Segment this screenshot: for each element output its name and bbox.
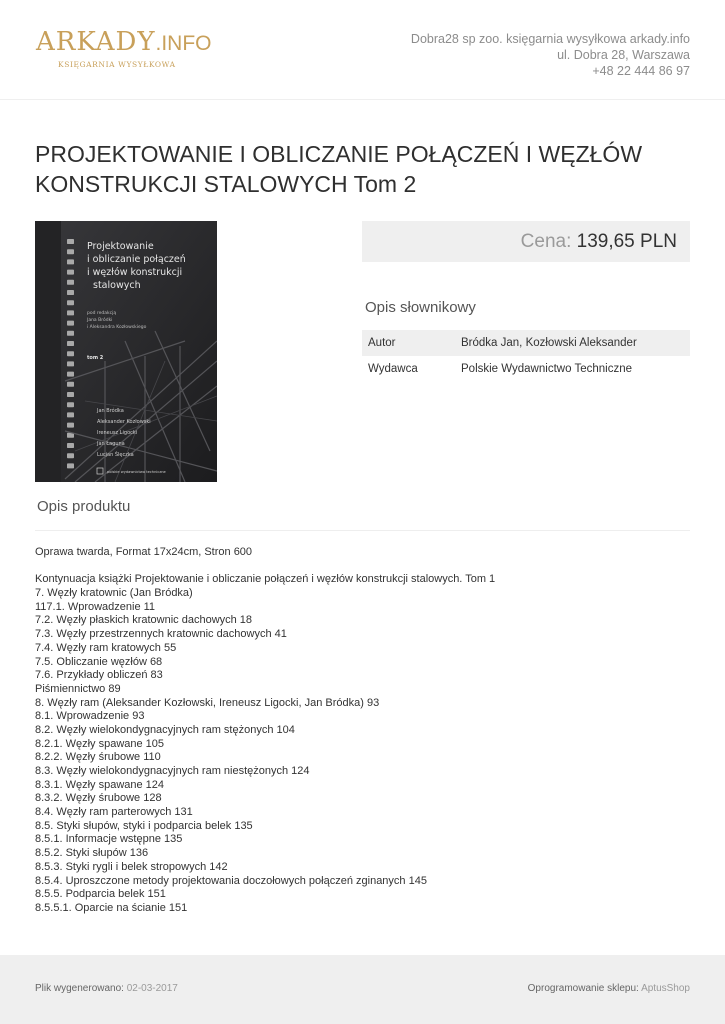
cover-editor-2: i Aleksandra Kozłowskiego xyxy=(87,325,147,330)
logo-domain-suffix: .INFO xyxy=(155,32,212,55)
attribute-key-publisher: Wydawca xyxy=(368,363,418,375)
description-line: 8.3. Węzły wielokondygnacyjnych ram niestężonych 124 xyxy=(35,765,310,777)
film-strip-hole xyxy=(67,372,74,377)
description-line: 8.5.4. Uproszczone metody projektowania doczołowych połączeń zginanych 145 xyxy=(35,874,427,887)
attributes-table xyxy=(362,330,690,382)
film-strip-hole xyxy=(67,463,74,468)
section-divider xyxy=(35,530,690,531)
description-line: 8.5.5. Podparcia belek 151 xyxy=(35,888,166,901)
film-strip-hole xyxy=(67,300,74,305)
contact-company: Dobra28 sp zoo. księgarnia wysyłkowa arkady.info xyxy=(410,32,690,46)
software-link[interactable]: AptusShop xyxy=(641,983,690,994)
description-heading: Opis produktu xyxy=(37,498,131,515)
film-strip-hole xyxy=(67,290,74,295)
film-strip-hole xyxy=(67,331,74,336)
description-line: 7.3. Węzły przestrzennych kratownic dachowych 41 xyxy=(35,628,287,641)
contact-address: ul. Dobra 28, Warszawa xyxy=(557,48,690,62)
description-line: 8.5. Styki słupów, styki i podparcia belek 135 xyxy=(35,819,253,832)
logo-tagline: KSIĘGARNIA WYSYŁKOWA xyxy=(58,60,176,69)
description-line: 8.3.1. Węzły spawane 124 xyxy=(35,778,165,791)
table-row xyxy=(362,330,690,356)
cover-editors-intro: pod redakcją xyxy=(87,311,117,316)
film-strip-hole xyxy=(67,270,74,275)
generated-date: 02-03-2017 xyxy=(126,983,178,994)
film-strip-hole xyxy=(67,392,74,397)
page-header xyxy=(0,0,725,100)
attribute-value-publisher: Polskie Wydawnictwo Techniczne xyxy=(461,363,632,375)
description-intro: Oprawa twarda, Format 17x24cm, Stron 600 xyxy=(35,546,253,558)
cover-title-line-2: i obliczanie połączeń xyxy=(87,254,186,265)
film-strip-hole xyxy=(67,280,74,285)
paragraph-spacer xyxy=(35,560,690,574)
description-body xyxy=(35,546,690,916)
description-line: 8.4. Węzły ram parterowych 131 xyxy=(35,806,193,819)
description-line: 8. Węzły ram (Aleksander Kozłowski, Ireneusz Ligocki, Jan Bródka) 93 xyxy=(35,696,380,709)
film-strip-hole xyxy=(67,341,74,346)
description-line: 7.4. Węzły ram kratowych 55 xyxy=(35,641,177,654)
film-strip-hole xyxy=(67,453,74,458)
cover-volume: tom 2 xyxy=(87,355,104,361)
cover-author-2: Aleksander Kozłowski xyxy=(97,419,151,425)
page-footer xyxy=(0,955,725,1024)
film-strip-hole xyxy=(67,239,74,244)
description-line: 8.5.5.1. Oparcie na ścianie 151 xyxy=(35,901,188,914)
film-strip-hole xyxy=(67,321,74,326)
description-line: 117.1. Wprowadzenie 11 xyxy=(35,600,156,613)
book-cover-art xyxy=(35,221,217,482)
film-strip-hole xyxy=(67,259,74,264)
software-credit xyxy=(528,983,690,994)
description-line: 8.5.1. Informacje wstępne 135 xyxy=(35,833,183,846)
store-contact xyxy=(411,31,690,79)
cover-author-3: Ireneusz Ligocki xyxy=(97,430,138,436)
price-value: 139,65 PLN xyxy=(576,231,677,252)
description-line: 8.3.2. Węzły śrubowe 128 xyxy=(35,792,162,805)
description-line: 7.6. Przykłady obliczeń 83 xyxy=(35,669,163,682)
software-label: Oprogramowanie sklepu: xyxy=(527,983,639,994)
generated-label: Plik wygenerowano: xyxy=(35,983,124,994)
cover-title-line-3: i węzłów konstrukcji xyxy=(87,267,183,278)
cover-author-5: Lucjan Ślęczka xyxy=(97,452,134,458)
product-title: PROJEKTOWANIE I OBLICZANIE POŁĄCZEŃ I WĘZŁÓW KONSTRUKCJI STALOWYCH Tom 2 xyxy=(35,141,643,197)
film-strip-hole xyxy=(67,310,74,315)
generated-info xyxy=(35,983,178,994)
cover-title-line-1: Projektowanie xyxy=(87,241,154,252)
film-strip-hole xyxy=(67,402,74,407)
film-strip-hole xyxy=(67,412,74,417)
description-line: 8.5.2. Styki słupów 136 xyxy=(35,847,149,860)
attribute-value-author: Bródka Jan, Kozłowski Aleksander xyxy=(461,330,690,356)
description-line: 8.5.3. Styki rygli i belek stropowych 142 xyxy=(35,860,228,873)
cover-author-1: Jan Bródka xyxy=(97,408,124,414)
description-line: 8.2. Węzły wielokondygnacyjnych ram stężonych 104 xyxy=(35,723,295,736)
price-label: Cena: xyxy=(520,231,572,252)
film-strip-hole xyxy=(67,443,74,448)
film-strip-hole xyxy=(67,382,74,387)
table-of-contents xyxy=(35,573,690,915)
table-row xyxy=(362,356,690,382)
description-line: Kontynuacja książki Projektowanie i obliczanie połączeń i węzłów konstrukcji stalowych. Tom 1 xyxy=(35,573,496,586)
cover-publisher: polskie wydawnictwo techniczne xyxy=(107,470,166,474)
cover-author-4: Jan Łaguna xyxy=(97,441,125,447)
contact-phone: +48 22 444 86 97 xyxy=(592,64,690,78)
cover-title-line-4: stalowych xyxy=(93,280,141,291)
store-logo[interactable] xyxy=(36,28,226,73)
attribute-key-author: Autor xyxy=(362,330,461,356)
description-line: 8.2.1. Węzły spawane 105 xyxy=(35,737,165,750)
film-strip-hole xyxy=(67,361,74,366)
film-strip-hole xyxy=(67,249,74,254)
description-line: 8.2.2. Węzły śrubowe 110 xyxy=(35,751,161,764)
dictionary-heading: Opis słownikowy xyxy=(365,299,476,316)
description-line: 7.5. Obliczanie węzłów 68 xyxy=(35,655,163,668)
price-panel xyxy=(362,221,690,262)
product-cover-image xyxy=(35,221,217,482)
film-strip-hole xyxy=(67,423,74,428)
cover-editor-1: Jana Bródki xyxy=(87,318,113,323)
film-strip-hole xyxy=(67,351,74,356)
description-line: Piśmiennictwo 89 xyxy=(35,682,121,695)
description-line: 7.2. Węzły płaskich kratownic dachowych 18 xyxy=(35,614,253,627)
logo-wordmark: ARKADY xyxy=(36,27,156,57)
description-line: 7. Węzły kratownic (Jan Bródka) xyxy=(35,587,193,600)
description-line: 8.1. Wprowadzenie 93 xyxy=(35,710,145,723)
